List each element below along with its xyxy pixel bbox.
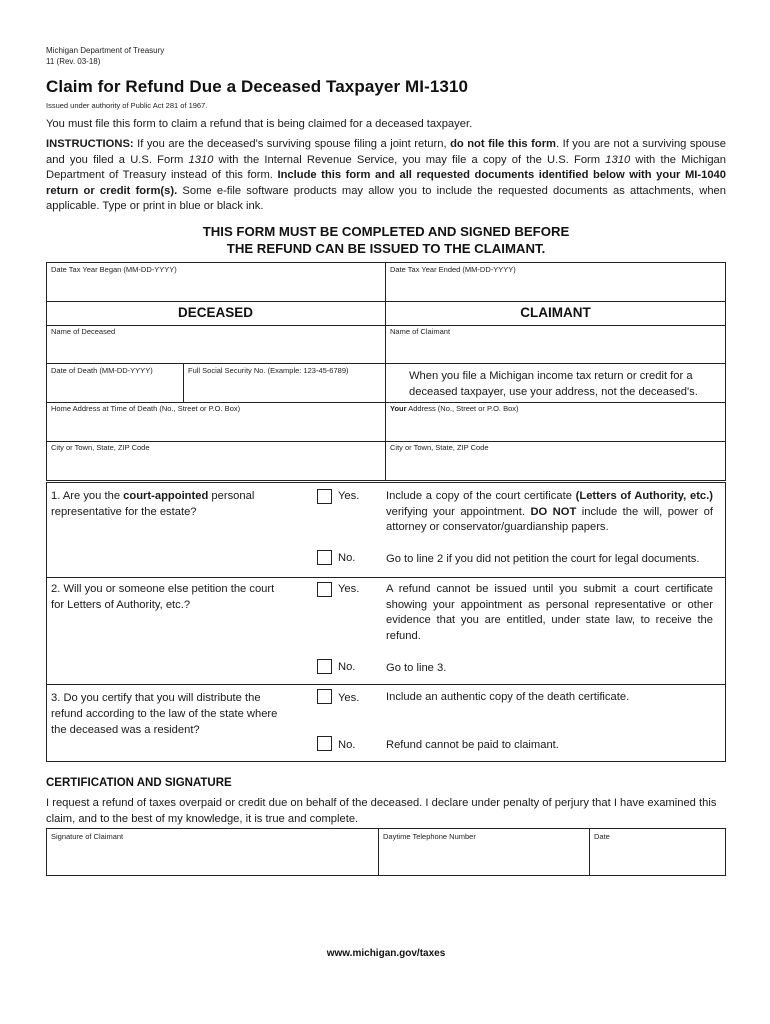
notice-line-2: THE REFUND CAN BE ISSUED TO THE CLAIMANT. bbox=[226, 241, 546, 256]
instr-bold: do not file this form bbox=[450, 138, 556, 150]
signature-divider bbox=[589, 828, 590, 876]
q1-no-checkbox[interactable] bbox=[317, 550, 332, 565]
tax-year-began-field[interactable] bbox=[47, 276, 384, 300]
date-field[interactable] bbox=[591, 843, 725, 875]
ans-bold: DO NOT bbox=[530, 505, 577, 518]
signature-label: Signature of Claimant bbox=[51, 832, 124, 841]
certification-text: I request a refund of taxes overpaid or credit due on behalf of the deceased. I declare under penalty of perjury that I have examined this claim, and to the best of my knowledge, it is true and complete. bbox=[46, 797, 717, 825]
q1-yes-instructions bbox=[386, 489, 713, 536]
must-file-text: You must file this form to claim a refund that is being claimed for a deceased taxpayer. bbox=[46, 118, 473, 130]
signature-field[interactable] bbox=[47, 843, 377, 875]
instr-part: . If you are not a surviving spouse and you filed a U.S. Form bbox=[46, 138, 726, 166]
date-of-death-field[interactable] bbox=[47, 377, 182, 401]
claimant-address-label bbox=[390, 404, 519, 413]
claimant-name-label: Name of Claimant bbox=[390, 327, 451, 336]
deceased-address-label: Home Address at Time of Death (No., Street or P.O. Box) bbox=[51, 404, 241, 413]
question-3: 3. Do you certify that you will distribute the refund according to the law of the state where the deceased was a resident? bbox=[51, 692, 278, 736]
claimant-name-field[interactable] bbox=[387, 338, 725, 362]
grid-line bbox=[46, 363, 726, 364]
question-divider bbox=[46, 577, 726, 578]
question-1 bbox=[51, 488, 291, 520]
tax-year-ended-field[interactable] bbox=[387, 276, 725, 300]
ssn-field[interactable] bbox=[185, 377, 384, 401]
q3-yes-checkbox[interactable] bbox=[317, 689, 332, 704]
q-bold: court-appointed bbox=[123, 490, 209, 502]
instructions-paragraph bbox=[46, 137, 726, 215]
q1-no-instructions: Go to line 2 if you did not petition the court for legal documents. bbox=[386, 553, 700, 565]
q3-yes-label: Yes. bbox=[338, 692, 360, 704]
deceased-city-label: City or Town, State, ZIP Code bbox=[51, 443, 150, 452]
q1-yes-label: Yes. bbox=[338, 490, 360, 502]
date-of-death-label: Date of Death (MM-DD-YYYY) bbox=[51, 366, 153, 375]
q2-yes-checkbox[interactable] bbox=[317, 582, 332, 597]
q1-yes-checkbox[interactable] bbox=[317, 489, 332, 504]
ans-part: verifying your appointment. bbox=[386, 505, 531, 518]
claimant-city-label: City or Town, State, ZIP Code bbox=[390, 443, 489, 452]
claimant-address-note: When you file a Michigan income tax return or credit for a deceased taxpayer, use your address, not the deceased's. bbox=[409, 370, 698, 398]
deceased-name-field[interactable] bbox=[47, 338, 384, 362]
ans-part: include the will, power of attorney or conservator/guardianship papers. bbox=[386, 505, 713, 533]
q2-yes-instructions: A refund cannot be issued until you submit a court certificate showing your appointment as personal representative or other evidence that you are entitled, under state law, to receive the refund. bbox=[386, 583, 713, 642]
date-label: Date bbox=[594, 832, 610, 841]
footer-url[interactable]: www.michigan.gov/taxes bbox=[326, 948, 446, 959]
grid-line bbox=[46, 301, 726, 302]
deceased-heading: DECEASED bbox=[177, 305, 253, 320]
grid-divider bbox=[385, 262, 386, 481]
form-ref: 1310 bbox=[605, 153, 631, 166]
ans-part: Include a copy of the court certificate bbox=[386, 490, 576, 502]
q2-no-instructions: Go to line 3. bbox=[386, 662, 447, 674]
q1-no-label: No. bbox=[338, 552, 356, 564]
instr-part: If you are the deceased's surviving spouse filing a joint return, bbox=[133, 138, 451, 150]
form-ref: 1310 bbox=[188, 153, 214, 166]
phone-label: Daytime Telephone Number bbox=[383, 832, 476, 841]
grid-line bbox=[46, 325, 726, 326]
grid-line bbox=[46, 402, 726, 403]
form-title: Claim for Refund Due a Deceased Taxpayer MI-1310 bbox=[46, 77, 469, 96]
issued-authority: Issued under authority of Public Act 281 of 1967. bbox=[46, 101, 208, 110]
form-revision: 11 (Rev. 03-18) bbox=[46, 57, 101, 66]
q3-no-label: No. bbox=[338, 739, 356, 751]
department-name: Michigan Department of Treasury bbox=[46, 46, 165, 55]
notice-line-1: THIS FORM MUST BE COMPLETED AND SIGNED BEFORE bbox=[202, 224, 570, 239]
address-label-rest: Address (No., Street or P.O. Box) bbox=[406, 404, 519, 413]
claimant-address-field[interactable] bbox=[387, 415, 725, 440]
instr-bold: Include this form and all requested documents identified below with your MI-1040 return or credit form(s). bbox=[46, 169, 726, 197]
certification-heading: CERTIFICATION AND SIGNATURE bbox=[46, 777, 232, 789]
phone-field[interactable] bbox=[380, 843, 588, 875]
grid-divider bbox=[183, 363, 184, 402]
deceased-address-field[interactable] bbox=[47, 415, 384, 440]
q-part: personal representative for the estate? bbox=[51, 490, 255, 518]
q3-no-checkbox[interactable] bbox=[317, 736, 332, 751]
deceased-name-label: Name of Deceased bbox=[51, 327, 116, 336]
ans-bold: (Letters of Authority, etc.) bbox=[575, 490, 713, 502]
claimant-heading: CLAIMANT bbox=[520, 305, 591, 320]
instr-part: with the Michigan Department of Treasury instead of this form. bbox=[46, 153, 726, 181]
tax-year-began-label: Date Tax Year Began (MM-DD-YYYY) bbox=[51, 265, 177, 274]
q3-yes-instructions: Include an authentic copy of the death certificate. bbox=[386, 691, 630, 703]
instructions-label: INSTRUCTIONS: bbox=[46, 138, 134, 150]
signature-divider bbox=[378, 828, 379, 876]
instr-part: Some e-file software products may allow you to include the requested documents as attachments, when applicable. Type or print in blue or black ink. bbox=[46, 184, 726, 212]
q2-no-checkbox[interactable] bbox=[317, 659, 332, 674]
q2-no-label: No. bbox=[338, 661, 356, 673]
q2-yes-label: Yes. bbox=[338, 583, 360, 595]
grid-line bbox=[46, 441, 726, 442]
deceased-city-field[interactable] bbox=[47, 454, 384, 480]
address-label-bold: Your bbox=[390, 404, 407, 413]
instr-part: with the Internal Revenue Service, you may file a copy of the U.S. Form bbox=[213, 153, 606, 166]
question-divider bbox=[46, 684, 726, 685]
claimant-city-field[interactable] bbox=[387, 454, 725, 480]
q3-no-instructions: Refund cannot be paid to claimant. bbox=[386, 739, 559, 751]
tax-year-ended-label: Date Tax Year Ended (MM-DD-YYYY) bbox=[390, 265, 516, 274]
question-2: 2. Will you or someone else petition the court for Letters of Authority, etc.? bbox=[51, 583, 275, 611]
q-part: 1. Are you the bbox=[51, 490, 124, 502]
ssn-label: Full Social Security No. (Example: 123-45-6789) bbox=[188, 366, 349, 375]
